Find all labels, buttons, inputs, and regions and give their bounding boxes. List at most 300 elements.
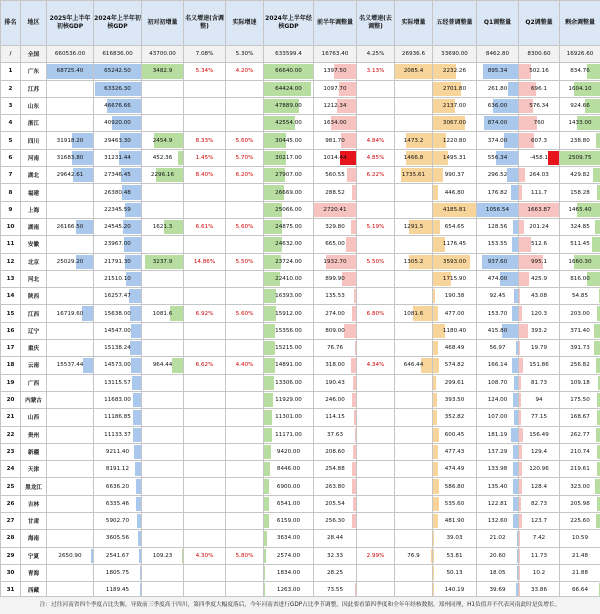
cell-q2-adjustment bbox=[519, 97, 560, 114]
cell-value: 21.88 bbox=[572, 570, 588, 576]
cell-real-increment bbox=[395, 340, 433, 357]
cell-value: 4.34% bbox=[367, 362, 385, 368]
cell-q2-adjustment bbox=[519, 201, 560, 218]
cell-value: 1834.00 bbox=[277, 570, 300, 576]
cell-q2-adjustment bbox=[519, 184, 560, 201]
cell-value: 浙江 bbox=[28, 121, 39, 127]
cell-initial-increment bbox=[142, 46, 184, 63]
cell-real-growth bbox=[226, 253, 264, 270]
cell-value: 15912.00 bbox=[275, 311, 302, 317]
cell-q2-adjustment bbox=[519, 149, 560, 166]
cell-value: 27907.00 bbox=[275, 172, 302, 178]
cell-initial-increment bbox=[142, 340, 184, 357]
cell-value: 2574.00 bbox=[277, 553, 300, 559]
cell-value: 18 bbox=[7, 362, 15, 368]
cell-gdp-2024h1-initial bbox=[94, 340, 142, 357]
cell-gdp-2025h1-initial bbox=[47, 63, 94, 80]
cell-value: 5.60% bbox=[236, 138, 254, 144]
cell-gdp-2024h1-initial bbox=[94, 115, 142, 132]
cell-value: 27346.45 bbox=[104, 172, 131, 178]
cell-value: 6159.00 bbox=[277, 518, 300, 524]
data-bar bbox=[595, 220, 600, 234]
cell-region bbox=[21, 63, 47, 80]
cell-value: 9 bbox=[9, 207, 13, 213]
cell-nominal-growth-unadj bbox=[357, 409, 395, 426]
data-bar bbox=[433, 514, 438, 528]
cell-gdp-2024h1-initial bbox=[94, 461, 142, 478]
cell-census-adjustment bbox=[433, 443, 477, 460]
cell-gdp-2024h1-initial bbox=[94, 80, 142, 97]
cell-value: 76.9 bbox=[407, 553, 419, 559]
cell-value: 6541.00 bbox=[277, 501, 300, 507]
cell-remaining-adjustment bbox=[560, 270, 600, 287]
cell-census-adjustment bbox=[433, 115, 477, 132]
cell-real-increment bbox=[395, 322, 433, 339]
cell-nominal-growth-unadj bbox=[357, 149, 395, 166]
cell-real-increment bbox=[395, 513, 433, 530]
cell-q1-adjustment bbox=[477, 495, 519, 512]
cell-value: 10.2 bbox=[533, 570, 545, 576]
cell-nominal-growth-adj bbox=[184, 115, 226, 132]
cell-value: 296.52 bbox=[488, 172, 508, 178]
cell-region bbox=[21, 478, 47, 495]
cell-gdp-2024h1-verified bbox=[264, 530, 314, 547]
cell-value: 西藏 bbox=[28, 588, 39, 594]
data-bar bbox=[433, 549, 434, 563]
cell-value: 452.36 bbox=[153, 155, 173, 161]
cell-gdp-2025h1-initial bbox=[47, 288, 94, 305]
cell-value: 24875.00 bbox=[275, 224, 302, 230]
cell-value: 874.00 bbox=[488, 120, 508, 126]
cell-value: 16393.00 bbox=[275, 293, 302, 299]
cell-value: 2232.26 bbox=[443, 68, 466, 74]
cell-value: 1263.00 bbox=[277, 587, 300, 593]
data-bar bbox=[513, 445, 518, 459]
cell-gdp-2025h1-initial bbox=[47, 253, 94, 270]
cell-value: 219.61 bbox=[570, 466, 590, 472]
cell-value: 26380.48 bbox=[104, 190, 131, 196]
cell-value: 5.30% bbox=[236, 51, 254, 57]
data-bar bbox=[519, 428, 523, 442]
cell-value: 1180.40 bbox=[443, 328, 466, 334]
cell-value: 19.79 bbox=[531, 345, 547, 351]
cell-value: 吉林 bbox=[28, 502, 39, 508]
data-bar bbox=[433, 168, 443, 182]
cell-q1-adjustment bbox=[477, 149, 519, 166]
cell-value: 834.76 bbox=[570, 68, 590, 74]
cell-nominal-growth-adj bbox=[184, 530, 226, 547]
cell-h1-adjustment bbox=[314, 305, 357, 322]
cell-gdp-2025h1-initial bbox=[47, 322, 94, 339]
table-row bbox=[1, 461, 600, 478]
cell-gdp-2024h1-verified bbox=[264, 63, 314, 80]
data-bar bbox=[433, 445, 438, 459]
cell-remaining-adjustment bbox=[560, 374, 600, 391]
cell-value: 黑龙江 bbox=[25, 485, 42, 491]
cell-real-increment bbox=[395, 63, 433, 80]
cell-gdp-2024h1-verified bbox=[264, 167, 314, 184]
cell-q1-adjustment bbox=[477, 115, 519, 132]
cell-value: 964.44 bbox=[153, 362, 173, 368]
cell-value: 32.33 bbox=[327, 553, 343, 559]
cell-rank bbox=[1, 184, 21, 201]
cell-value: 5.60% bbox=[236, 311, 254, 317]
cell-value: 1305.2 bbox=[404, 259, 424, 265]
cell-value: 云南 bbox=[28, 363, 39, 369]
cell-q1-adjustment bbox=[477, 201, 519, 218]
data-bar bbox=[596, 428, 600, 442]
cell-q1-adjustment bbox=[477, 443, 519, 460]
cell-value: 1473.2 bbox=[404, 138, 424, 144]
cell-value: 14891.00 bbox=[275, 362, 302, 368]
cell-value: 135.40 bbox=[488, 484, 508, 490]
cell-remaining-adjustment bbox=[560, 184, 600, 201]
data-bar bbox=[136, 497, 141, 511]
cell-value: 181.19 bbox=[488, 432, 508, 438]
cell-value: 816.00 bbox=[570, 276, 590, 282]
cell-real-growth bbox=[226, 357, 264, 374]
cell-census-adjustment bbox=[433, 149, 477, 166]
total-row bbox=[1, 46, 600, 63]
cell-value: 28 bbox=[7, 535, 15, 541]
cell-q2-adjustment bbox=[519, 132, 560, 149]
table-row bbox=[1, 322, 600, 339]
cell-gdp-2024h1-initial bbox=[94, 236, 142, 253]
cell-gdp-2024h1-initial bbox=[94, 253, 142, 270]
cell-rank bbox=[1, 357, 21, 374]
cell-value: 30 bbox=[7, 570, 15, 576]
data-bar bbox=[513, 393, 518, 407]
cell-value: 23967.00 bbox=[104, 241, 131, 247]
cell-nominal-growth-unadj bbox=[357, 340, 395, 357]
cell-region bbox=[21, 80, 47, 97]
cell-value: 6.61% bbox=[196, 224, 214, 230]
cell-q2-adjustment bbox=[519, 322, 560, 339]
cell-remaining-adjustment bbox=[560, 253, 600, 270]
cell-value: 河南 bbox=[28, 156, 39, 162]
cell-region bbox=[21, 443, 47, 460]
cell-value: 青海 bbox=[28, 571, 39, 577]
cell-q1-adjustment bbox=[477, 184, 519, 201]
cell-gdp-2024h1-verified bbox=[264, 461, 314, 478]
cell-q1-adjustment bbox=[477, 409, 519, 426]
cell-value: 66640.00 bbox=[275, 68, 302, 74]
data-bar bbox=[513, 514, 518, 528]
cell-nominal-growth-adj bbox=[184, 374, 226, 391]
data-bar bbox=[264, 324, 275, 338]
cell-value: 512.6 bbox=[531, 241, 547, 247]
cell-h1-adjustment bbox=[314, 80, 357, 97]
cell-real-growth bbox=[226, 63, 264, 80]
cell-gdp-2024h1-initial bbox=[94, 270, 142, 287]
cell-q1-adjustment bbox=[477, 236, 519, 253]
cell-value: 6.22% bbox=[367, 172, 385, 178]
header-gdp-2024h1-initial: 2024年上半年初核GDP bbox=[94, 1, 142, 46]
cell-remaining-adjustment bbox=[560, 115, 600, 132]
cell-value: 4.25% bbox=[367, 51, 385, 57]
cell-value: 256.30 bbox=[325, 518, 345, 524]
cell-census-adjustment bbox=[433, 426, 477, 443]
cell-value: 33690.00 bbox=[441, 51, 468, 57]
cell-value: 2137.00 bbox=[443, 103, 466, 109]
cell-census-adjustment bbox=[433, 478, 477, 495]
cell-q1-adjustment bbox=[477, 167, 519, 184]
cell-rank bbox=[1, 426, 21, 443]
cell-census-adjustment bbox=[433, 374, 477, 391]
cell-value: 11301.00 bbox=[275, 414, 302, 420]
cell-q1-adjustment bbox=[477, 340, 519, 357]
cell-value: 11929.00 bbox=[275, 397, 302, 403]
cell-q2-adjustment bbox=[519, 305, 560, 322]
table-row bbox=[1, 357, 600, 374]
cell-gdp-2024h1-verified bbox=[264, 115, 314, 132]
cell-q1-adjustment bbox=[477, 288, 519, 305]
data-bar bbox=[264, 514, 269, 528]
cell-gdp-2024h1-initial bbox=[94, 46, 142, 63]
cell-value: 贵州 bbox=[28, 433, 39, 439]
cell-initial-increment bbox=[142, 149, 184, 166]
table-row bbox=[1, 391, 600, 408]
cell-value: 1397.50 bbox=[323, 68, 346, 74]
cell-q1-adjustment bbox=[477, 391, 519, 408]
cell-real-growth bbox=[226, 391, 264, 408]
table-row bbox=[1, 426, 600, 443]
cell-gdp-2025h1-initial bbox=[47, 46, 94, 63]
cell-gdp-2024h1-verified bbox=[264, 322, 314, 339]
cell-nominal-growth-adj bbox=[184, 167, 226, 184]
cell-value: 374.00 bbox=[488, 138, 508, 144]
cell-value: 39.03 bbox=[446, 535, 462, 541]
table-row bbox=[1, 340, 600, 357]
cell-q1-adjustment bbox=[477, 374, 519, 391]
data-bar bbox=[597, 445, 600, 459]
cell-initial-increment bbox=[142, 201, 184, 218]
header-gdp-2024h1-verified: 2024年上半年经核GDP bbox=[264, 1, 314, 46]
cell-value: 8191.12 bbox=[106, 466, 129, 472]
cell-gdp-2025h1-initial bbox=[47, 547, 94, 564]
cell-h1-adjustment bbox=[314, 322, 357, 339]
cell-q1-adjustment bbox=[477, 426, 519, 443]
cell-nominal-growth-adj bbox=[184, 46, 226, 63]
data-bar bbox=[507, 168, 519, 182]
cell-census-adjustment bbox=[433, 288, 477, 305]
cell-region bbox=[21, 547, 47, 564]
cell-value: 15138.24 bbox=[104, 345, 131, 351]
data-bar bbox=[135, 462, 141, 476]
cell-value: 7.42 bbox=[533, 535, 545, 541]
cell-value: 665.00 bbox=[325, 241, 345, 247]
cell-value: 1465.40 bbox=[568, 207, 591, 213]
cell-nominal-growth-unadj bbox=[357, 63, 395, 80]
cell-real-growth bbox=[226, 495, 264, 512]
cell-h1-adjustment bbox=[314, 149, 357, 166]
cell-value: 5 bbox=[9, 138, 13, 144]
cell-census-adjustment bbox=[433, 97, 477, 114]
cell-value: 108.70 bbox=[488, 380, 508, 386]
cell-nominal-growth-adj bbox=[184, 461, 226, 478]
cell-nominal-growth-unadj bbox=[357, 374, 395, 391]
cell-initial-increment bbox=[142, 495, 184, 512]
cell-region bbox=[21, 288, 47, 305]
data-bar bbox=[519, 185, 522, 199]
cell-gdp-2024h1-verified bbox=[264, 340, 314, 357]
cell-value: 6335.46 bbox=[106, 501, 129, 507]
cell-value: 120.3 bbox=[531, 311, 547, 317]
cell-real-increment bbox=[395, 357, 433, 374]
cell-value: 502.16 bbox=[529, 68, 549, 74]
cell-real-growth bbox=[226, 132, 264, 149]
cell-initial-increment bbox=[142, 530, 184, 547]
cell-value: 5902.70 bbox=[106, 518, 129, 524]
cell-value: 43.08 bbox=[531, 293, 547, 299]
cell-value: 21 bbox=[7, 414, 15, 420]
cell-value: 73.55 bbox=[327, 587, 343, 593]
cell-value: 25 bbox=[7, 484, 15, 490]
cell-gdp-2025h1-initial bbox=[47, 236, 94, 253]
cell-value: 633599.4 bbox=[275, 51, 302, 57]
cell-value: 14573.00 bbox=[104, 362, 131, 368]
cell-remaining-adjustment bbox=[560, 547, 600, 564]
cell-gdp-2024h1-verified bbox=[264, 236, 314, 253]
cell-h1-adjustment bbox=[314, 340, 357, 357]
cell-h1-adjustment bbox=[314, 564, 357, 581]
cell-value: 甘肃 bbox=[28, 519, 39, 525]
data-bar bbox=[132, 376, 141, 390]
cell-real-growth bbox=[226, 288, 264, 305]
cell-remaining-adjustment bbox=[560, 132, 600, 149]
cell-gdp-2025h1-initial bbox=[47, 201, 94, 218]
cell-nominal-growth-adj bbox=[184, 426, 226, 443]
data-bar bbox=[352, 306, 356, 320]
cell-value: 3067.00 bbox=[443, 120, 466, 126]
data-bar bbox=[433, 479, 439, 493]
cell-remaining-adjustment bbox=[560, 530, 600, 547]
table-row bbox=[1, 478, 600, 495]
cell-value: 2701.80 bbox=[443, 86, 466, 92]
cell-value: 12 bbox=[7, 259, 15, 265]
cell-value: 1291.5 bbox=[404, 224, 424, 230]
cell-value: 94 bbox=[535, 397, 542, 403]
cell-value: 981.70 bbox=[325, 138, 345, 144]
cell-rank bbox=[1, 443, 21, 460]
cell-census-adjustment bbox=[433, 322, 477, 339]
cell-value: 109.23 bbox=[153, 553, 173, 559]
cell-rank bbox=[1, 270, 21, 287]
cell-value: 4.85% bbox=[367, 155, 385, 161]
cell-real-growth bbox=[226, 426, 264, 443]
cell-value: 646.44 bbox=[404, 362, 424, 368]
cell-initial-increment bbox=[142, 218, 184, 235]
cell-gdp-2024h1-initial bbox=[94, 374, 142, 391]
cell-real-growth bbox=[226, 409, 264, 426]
cell-value: 3634.00 bbox=[277, 535, 300, 541]
cell-value: 5.50% bbox=[367, 259, 385, 265]
data-bar bbox=[519, 462, 522, 476]
table-row bbox=[1, 132, 600, 149]
data-bar bbox=[519, 324, 528, 338]
cell-value: 7.08% bbox=[196, 51, 214, 57]
cell-gdp-2024h1-verified bbox=[264, 443, 314, 460]
cell-value: 16763.40 bbox=[322, 51, 349, 57]
cell-gdp-2024h1-verified bbox=[264, 495, 314, 512]
cell-q1-adjustment bbox=[477, 305, 519, 322]
cell-gdp-2024h1-verified bbox=[264, 305, 314, 322]
cell-value: 23724.00 bbox=[275, 259, 302, 265]
cell-value: 2085.4 bbox=[404, 68, 424, 74]
cell-real-growth bbox=[226, 564, 264, 581]
cell-rank bbox=[1, 391, 21, 408]
cell-value: 25029.20 bbox=[57, 259, 84, 265]
cell-region bbox=[21, 218, 47, 235]
cell-gdp-2024h1-initial bbox=[94, 322, 142, 339]
cell-real-increment bbox=[395, 374, 433, 391]
cell-gdp-2025h1-initial bbox=[47, 391, 94, 408]
table-row bbox=[1, 115, 600, 132]
cell-census-adjustment bbox=[433, 236, 477, 253]
cell-gdp-2025h1-initial bbox=[47, 97, 94, 114]
cell-value: 16926.60 bbox=[567, 51, 594, 57]
cell-real-growth bbox=[226, 201, 264, 218]
cell-initial-increment bbox=[142, 253, 184, 270]
cell-value: 29642.61 bbox=[57, 172, 84, 178]
header-real-growth: 实际增速 bbox=[226, 1, 264, 46]
cell-value: 2541.67 bbox=[106, 553, 129, 559]
cell-real-growth bbox=[226, 218, 264, 235]
cell-region bbox=[21, 340, 47, 357]
data-bar bbox=[592, 237, 600, 251]
cell-q2-adjustment bbox=[519, 547, 560, 564]
cell-value: 2296.16 bbox=[151, 172, 174, 178]
cell-value: 352.82 bbox=[445, 414, 465, 420]
cell-gdp-2024h1-verified bbox=[264, 513, 314, 530]
cell-gdp-2024h1-verified bbox=[264, 374, 314, 391]
cell-rank bbox=[1, 46, 21, 63]
cell-region bbox=[21, 115, 47, 132]
cell-gdp-2024h1-initial bbox=[94, 530, 142, 547]
cell-value: 254.88 bbox=[325, 466, 345, 472]
data-bar bbox=[433, 497, 439, 511]
data-bar bbox=[264, 462, 270, 476]
cell-real-increment bbox=[395, 391, 433, 408]
cell-value: 616836.00 bbox=[102, 51, 132, 57]
cell-real-increment bbox=[395, 409, 433, 426]
cell-value: 107.00 bbox=[488, 414, 508, 420]
cell-value: 河北 bbox=[28, 277, 39, 283]
cell-rank bbox=[1, 374, 21, 391]
cell-nominal-growth-unadj bbox=[357, 357, 395, 374]
cell-value: 263.80 bbox=[325, 484, 345, 490]
cell-value: 129.4 bbox=[531, 449, 547, 455]
cell-rank bbox=[1, 288, 21, 305]
cell-nominal-growth-adj bbox=[184, 443, 226, 460]
cell-q1-adjustment bbox=[477, 132, 519, 149]
cell-real-increment bbox=[395, 184, 433, 201]
cell-q2-adjustment bbox=[519, 478, 560, 495]
data-bar bbox=[514, 376, 518, 390]
cell-q1-adjustment bbox=[477, 547, 519, 564]
cell-region bbox=[21, 391, 47, 408]
cell-value: 1805.75 bbox=[106, 570, 129, 576]
cell-nominal-growth-adj bbox=[184, 270, 226, 287]
cell-rank bbox=[1, 236, 21, 253]
cell-real-increment bbox=[395, 201, 433, 218]
cell-value: 26 bbox=[7, 501, 15, 507]
cell-value: 6 bbox=[9, 155, 13, 161]
header-row bbox=[1, 1, 600, 46]
cell-value: 329.80 bbox=[325, 224, 345, 230]
cell-value: 20.60 bbox=[489, 553, 505, 559]
cell-q2-adjustment bbox=[519, 357, 560, 374]
